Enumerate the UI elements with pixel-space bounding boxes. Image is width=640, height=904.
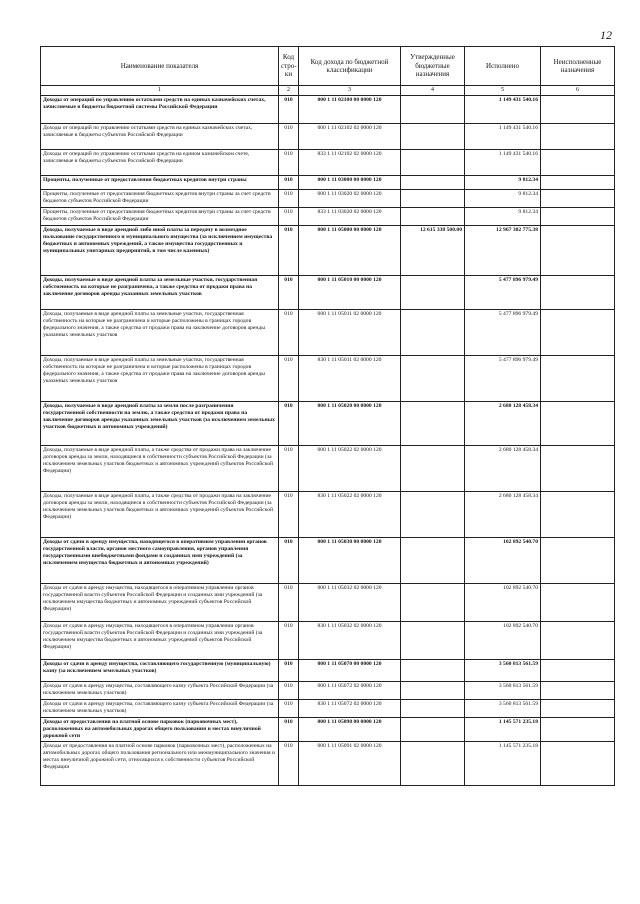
table-row (41, 276, 615, 310)
row-code: 010 (279, 402, 299, 446)
row-executed: 3 560 813 561.59 (465, 660, 541, 682)
row-kbk: 000 1 11 05090 00 0000 120 (299, 718, 401, 742)
table-row (41, 492, 615, 538)
row-unexecuted (541, 356, 615, 402)
row-executed: 2 680 128 458.34 (465, 402, 541, 446)
table-row (41, 190, 615, 208)
table-row (41, 538, 615, 584)
table-row (41, 310, 615, 356)
row-approved (401, 700, 465, 718)
row-unexecuted (541, 446, 615, 492)
row-name: Доходы, получаемые в виде арендной платы за земли после разграничения государственной собственности на землю, а также средства от продажи права на заключение договоров аренды указанных земельных участков (за исключением земельных участков бюджетных и автономных учреждений) (41, 402, 279, 446)
row-approved (401, 356, 465, 402)
row-executed: 5 477 896 979.49 (465, 310, 541, 356)
header-kbk: Код дохода по бюджетной классификации (299, 47, 401, 86)
row-code: 010 (279, 208, 299, 226)
row-unexecuted (541, 208, 615, 226)
row-name: Проценты, полученные от предоставления бюджетных кредитов внутри страны за счет средств бюджетов субъектов Российской Федерации (41, 208, 279, 226)
row-executed: 5 477 896 979.49 (465, 356, 541, 402)
row-approved (401, 718, 465, 742)
row-code: 010 (279, 584, 299, 622)
row-approved (401, 538, 465, 584)
row-approved (401, 190, 465, 208)
row-approved (401, 176, 465, 190)
row-executed: 1 149 431 540.16 (465, 124, 541, 150)
row-code: 010 (279, 682, 299, 700)
row-name: Доходы от операций по управлению остатками средств на единых казначейских счетах, зачисляемые в бюджеты субъектов Российской Федерации (41, 124, 279, 150)
table-row (41, 718, 615, 742)
row-name: Доходы, получаемые в виде арендной платы за земельные участки, государственная собственность на которые не разграничена и которые расположены в границах городов федерального значения, а также средства от продажи права на заключение договоров аренды указанных земельных участков (41, 356, 279, 402)
row-approved (401, 310, 465, 356)
row-unexecuted (541, 96, 615, 124)
row-executed: 1 149 431 540.16 (465, 150, 541, 176)
row-approved (401, 446, 465, 492)
row-name: Доходы от операций по управлению остатками средств на единых казначейских счетах, зачисляемые в бюджеты бюджетной системы Российской Федерации (41, 96, 279, 124)
row-code: 010 (279, 190, 299, 208)
row-kbk: 000 1 11 05022 02 0000 120 (299, 446, 401, 492)
row-unexecuted (541, 176, 615, 190)
row-executed: 1 145 571 235.18 (465, 718, 541, 742)
column-number: 3 (299, 86, 401, 96)
table-row (41, 226, 615, 276)
row-executed: 5 477 896 979.49 (465, 276, 541, 310)
row-name: Доходы от операций по управлению остатками средств на едином казначейском счете, зачисляемые в бюджеты субъектов Российской Федерации (41, 150, 279, 176)
page-number: 12 (600, 28, 612, 42)
table-row (41, 622, 615, 660)
row-code: 010 (279, 310, 299, 356)
row-unexecuted (541, 310, 615, 356)
row-kbk: 000 1 11 05000 00 0000 120 (299, 226, 401, 276)
row-unexecuted (541, 584, 615, 622)
row-name: Доходы от предоставления на платной основе парковок (парковочных мест), расположенных на автомобильных дорогах общего пользования и местах внеуличной дорожной сети (41, 718, 279, 742)
row-kbk: 000 1 11 05032 02 0000 120 (299, 584, 401, 622)
table-row (41, 150, 615, 176)
header-row (41, 47, 615, 86)
row-code: 010 (279, 356, 299, 402)
row-executed: 2 680 128 458.34 (465, 492, 541, 538)
row-name: Доходы от сдачи в аренду имущества, находящегося в оперативном управлении органов государственной власти, органов местного самоуправления, органов управления государственными внебюджетными фондами и созданных ими учреждений (за исключением имущества бюджетных и автономных учреждений) (41, 538, 279, 584)
column-number: 5 (465, 86, 541, 96)
table-row (41, 96, 615, 124)
row-kbk: 833 1 11 03020 02 0000 120 (299, 208, 401, 226)
row-approved (401, 208, 465, 226)
income-table (40, 46, 615, 786)
row-executed: 2 680 128 458.34 (465, 446, 541, 492)
column-number: 6 (541, 86, 615, 96)
table-row (41, 584, 615, 622)
row-name: Доходы, получаемые в виде арендной платы, а также средства от продажи права на заключение договоров аренды за земли, находящиеся в собственности субъектов Российской Федерации (за исключением земельных участков бюджетных и автономных учреждений субъектов Российской Федерации) (41, 492, 279, 538)
table-row (41, 742, 615, 786)
row-approved (401, 584, 465, 622)
row-kbk: 000 1 11 05030 00 0000 120 (299, 538, 401, 584)
row-name: Проценты, полученные от предоставления бюджетных кредитов внутри страны (41, 176, 279, 190)
row-executed: 1 149 431 540.16 (465, 96, 541, 124)
row-approved (401, 492, 465, 538)
row-approved (401, 742, 465, 786)
row-kbk: 000 1 11 05011 02 0000 120 (299, 310, 401, 356)
row-name: Проценты, полученные от предоставления бюджетных кредитов внутри страны за счет средств бюджетов субъектов Российской Федерации (41, 190, 279, 208)
row-kbk: 830 1 11 05072 02 0000 120 (299, 700, 401, 718)
table-row (41, 660, 615, 682)
row-unexecuted (541, 718, 615, 742)
row-executed: 9 812.34 (465, 176, 541, 190)
row-kbk: 830 1 11 05011 02 0000 120 (299, 356, 401, 402)
row-unexecuted (541, 492, 615, 538)
row-code: 010 (279, 492, 299, 538)
table-row (41, 446, 615, 492)
row-name: Доходы от сдачи в аренду имущества, составляющего казну субъекта Российской Федерации (за исключением земельных участков) (41, 700, 279, 718)
row-code: 010 (279, 276, 299, 310)
column-number-row (41, 86, 615, 96)
header-approved: Утвержденные бюджетные назначения (401, 47, 465, 86)
row-kbk: 830 1 11 05032 02 0000 120 (299, 622, 401, 660)
header-name: Наименование показателя (41, 47, 279, 86)
row-name: Доходы от предоставления на платной основе парковок (парковочных мест), расположенных на автомобильных дорогах общего пользования регионального или межмуниципального значения и местах внеуличной дорожной сети, относящихся к собственности субъектов Российской Федерации (41, 742, 279, 786)
column-number: 1 (41, 86, 279, 96)
row-unexecuted (541, 190, 615, 208)
table-row (41, 682, 615, 700)
row-approved (401, 124, 465, 150)
table-row (41, 124, 615, 150)
row-executed: 1 145 571 235.18 (465, 742, 541, 786)
row-approved (401, 682, 465, 700)
row-name: Доходы от сдачи в аренду имущества, находящегося в оперативном управлении органов государственной власти субъектов Российской Федерации и созданных ими учреждений (за исключением имущества бюджетных и автономных учреждений субъектов Российской Федерации) (41, 622, 279, 660)
row-code: 010 (279, 96, 299, 124)
row-code: 010 (279, 622, 299, 660)
table-row (41, 176, 615, 190)
row-unexecuted (541, 226, 615, 276)
row-kbk: 000 1 11 05072 02 0000 120 (299, 682, 401, 700)
row-name: Доходы от сдачи в аренду имущества, составляющего казну субъекта Российской Федерации (за исключением земельных участков) (41, 682, 279, 700)
header-unexecuted: Неисполненные назначения (541, 47, 615, 86)
row-executed: 3 560 813 561.59 (465, 682, 541, 700)
table-row (41, 208, 615, 226)
row-executed: 102 892 540.70 (465, 538, 541, 584)
table-row (41, 402, 615, 446)
row-unexecuted (541, 660, 615, 682)
table-body (41, 96, 615, 786)
row-approved (401, 402, 465, 446)
row-kbk: 830 1 11 05022 02 0000 120 (299, 492, 401, 538)
row-unexecuted (541, 276, 615, 310)
row-name: Доходы, получаемые в виде арендной платы, а также средства от продажи права на заключение договоров аренды за земли, находящиеся в собственности субъектов Российской Федерации (за исключением земельных участков бюджетных и автономных учреждений субъектов Российской Федерации) (41, 446, 279, 492)
row-name: Доходы, получаемые в виде арендной платы за земельные участки, государственная собственность на которые не разграничена и которые расположены в границах городов федерального значения, а также средства от продажи права на заключение договоров аренды указанных земельных участков (41, 310, 279, 356)
row-kbk: 000 1 11 03000 00 0000 120 (299, 176, 401, 190)
row-kbk: 000 1 11 02102 02 0000 120 (299, 124, 401, 150)
row-unexecuted (541, 742, 615, 786)
row-kbk: 000 1 11 05091 02 0000 120 (299, 742, 401, 786)
row-unexecuted (541, 700, 615, 718)
column-number: 4 (401, 86, 465, 96)
row-code: 010 (279, 124, 299, 150)
row-kbk: 000 1 11 05070 00 0000 120 (299, 660, 401, 682)
row-unexecuted (541, 402, 615, 446)
row-executed: 3 560 813 561.59 (465, 700, 541, 718)
row-approved (401, 660, 465, 682)
row-approved (401, 96, 465, 124)
row-unexecuted (541, 150, 615, 176)
row-executed: 102 892 540.70 (465, 584, 541, 622)
table-row (41, 356, 615, 402)
row-kbk: 000 1 11 05020 00 0000 120 (299, 402, 401, 446)
row-name: Доходы от сдачи в аренду имущества, составляющего государственную (муниципальную) казну (за исключением земельных участков) (41, 660, 279, 682)
column-number: 2 (279, 86, 299, 96)
row-unexecuted (541, 124, 615, 150)
row-executed: 9 812.34 (465, 208, 541, 226)
row-unexecuted (541, 682, 615, 700)
row-executed: 12 967 302 775.38 (465, 226, 541, 276)
row-kbk: 000 1 11 02100 00 0000 120 (299, 96, 401, 124)
row-kbk: 000 1 11 03020 02 0000 120 (299, 190, 401, 208)
row-name: Доходы от сдачи в аренду имущества, находящегося в оперативном управлении органов государственной власти субъектов Российской Федерации и созданных ими учреждений (за исключением имущества бюджетных и автономных учреждений субъектов Российской Федерации) (41, 584, 279, 622)
row-kbk: 000 1 11 05010 00 0000 120 (299, 276, 401, 310)
row-code: 010 (279, 742, 299, 786)
row-approved (401, 276, 465, 310)
row-name: Доходы, получаемые в виде арендной либо иной платы за передачу в возмездное пользование государственного и муниципального имущества (за исключением имущества бюджетных и автономных учреждений, а также имущества государственных и муниципальных унитарных предприятий, в том числе казенных) (41, 226, 279, 276)
row-code: 010 (279, 538, 299, 584)
row-code: 010 (279, 176, 299, 190)
table-row (41, 700, 615, 718)
row-name: Доходы, получаемые в виде арендной платы за земельные участки, государственная собственность на которые не разграничена, а также средства от продажи права на заключение договоров аренды указанных земельных участков (41, 276, 279, 310)
row-unexecuted (541, 538, 615, 584)
header-code: Код стро-ки (279, 47, 299, 86)
header-executed: Исполнено (465, 47, 541, 86)
row-code: 010 (279, 150, 299, 176)
row-executed: 102 892 540.70 (465, 622, 541, 660)
row-code: 010 (279, 226, 299, 276)
row-code: 010 (279, 446, 299, 492)
row-approved (401, 622, 465, 660)
row-approved: 12 615 338 500.00 (401, 226, 465, 276)
row-code: 010 (279, 700, 299, 718)
row-approved (401, 150, 465, 176)
row-kbk: 833 1 11 02102 02 0000 120 (299, 150, 401, 176)
row-unexecuted (541, 622, 615, 660)
row-executed: 9 812.34 (465, 190, 541, 208)
row-code: 010 (279, 660, 299, 682)
row-code: 010 (279, 718, 299, 742)
